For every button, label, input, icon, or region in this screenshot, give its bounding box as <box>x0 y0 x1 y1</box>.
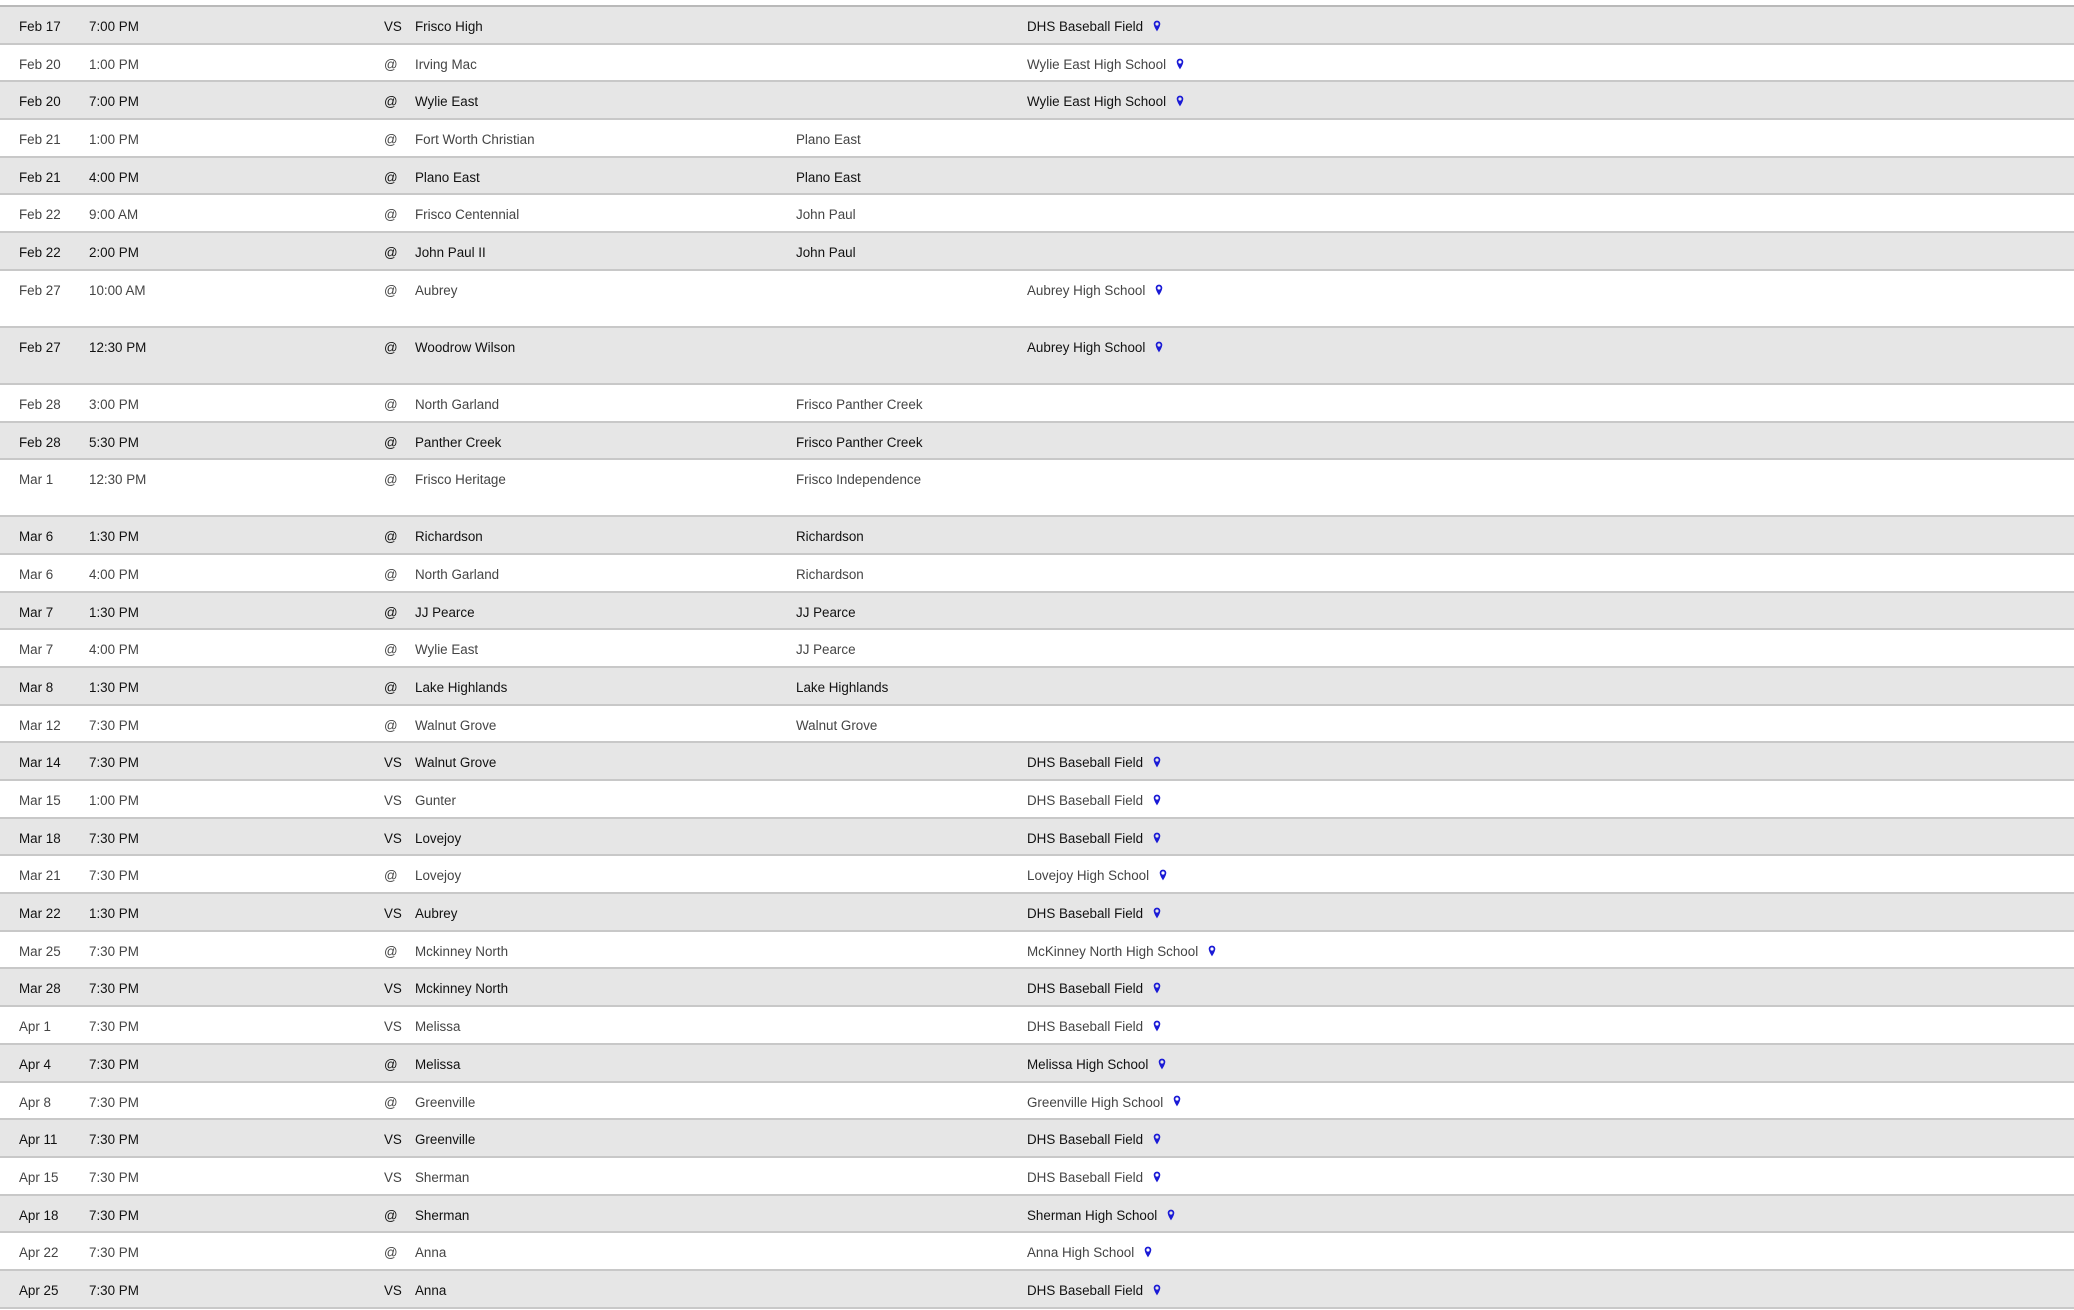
map-pin-icon[interactable] <box>1158 1058 1166 1070</box>
game-time: 7:30 PM <box>89 1245 139 1261</box>
location-text[interactable]: DHS Baseball Field <box>1027 19 1144 34</box>
table-row <box>0 555 2074 593</box>
home-away-indicator: VS <box>384 981 402 997</box>
table-row <box>0 233 2074 271</box>
table-row <box>0 385 2074 423</box>
location-text[interactable]: DHS Baseball Field <box>1027 981 1144 997</box>
opponent-name: Walnut Grove <box>415 717 497 733</box>
game-location[interactable] <box>1027 943 1216 961</box>
location-text[interactable]: DHS Baseball Field <box>1027 793 1144 808</box>
table-row <box>0 1045 2074 1083</box>
table-row <box>0 271 2074 328</box>
game-date: Apr 11 <box>19 1132 58 1148</box>
game-date: Apr 15 <box>19 1169 59 1185</box>
game-time: 7:30 PM <box>89 830 139 846</box>
opponent-name: Woodrow Wilson <box>415 339 516 355</box>
game-time: 7:30 PM <box>89 943 139 959</box>
game-time: 12:30 PM <box>89 472 147 488</box>
tournament-host: Plano East <box>796 132 861 148</box>
opponent-name: Aubrey <box>415 906 458 922</box>
opponent-name: Plano East <box>415 169 480 185</box>
game-date: Mar 21 <box>19 868 61 884</box>
map-pin-icon[interactable] <box>1208 945 1216 957</box>
table-row <box>0 1007 2074 1045</box>
opponent-name: Wylie East <box>415 642 479 658</box>
game-time: 7:30 PM <box>89 868 139 884</box>
home-away-indicator: @ <box>384 1245 398 1261</box>
game-date: Feb 20 <box>19 56 61 72</box>
location-text[interactable]: Melissa High School <box>1027 1056 1149 1072</box>
table-row <box>0 158 2074 196</box>
map-pin-icon[interactable] <box>1153 1284 1161 1296</box>
game-location[interactable] <box>1027 867 1167 885</box>
map-pin-icon[interactable] <box>1173 1095 1181 1107</box>
location-text[interactable]: DHS Baseball Field <box>1027 1019 1144 1035</box>
game-date: Mar 25 <box>19 943 61 959</box>
home-away-indicator: @ <box>384 604 398 620</box>
location-text[interactable]: Wylie East High School <box>1027 94 1167 110</box>
tournament-host: Richardson <box>796 566 864 582</box>
home-away-indicator: @ <box>384 1207 398 1223</box>
table-row <box>0 45 2074 83</box>
map-pin-icon[interactable] <box>1153 1133 1161 1145</box>
home-away-indicator: @ <box>384 282 398 298</box>
tournament-host: JJ Pearce <box>796 604 856 620</box>
location-text[interactable]: Lovejoy High School <box>1027 868 1150 884</box>
home-away-indicator: @ <box>384 207 398 223</box>
game-time: 10:00 AM <box>89 282 146 298</box>
location-text[interactable]: Aubrey High School <box>1027 339 1146 355</box>
game-location[interactable] <box>1027 905 1161 923</box>
location-text[interactable]: DHS Baseball Field <box>1027 755 1144 771</box>
home-away-indicator: VS <box>384 1282 402 1298</box>
game-time: 7:00 PM <box>89 19 139 34</box>
table-row <box>0 423 2074 461</box>
home-away-indicator: @ <box>384 566 398 582</box>
home-away-indicator: @ <box>384 943 398 959</box>
location-text[interactable]: Wylie East High School <box>1027 56 1167 72</box>
game-time: 7:30 PM <box>89 981 139 997</box>
game-time: 7:30 PM <box>89 1094 139 1110</box>
game-time: 7:30 PM <box>89 1169 139 1185</box>
table-row <box>0 630 2074 668</box>
schedule-table <box>0 5 2074 1309</box>
opponent-name: Mckinney North <box>415 943 509 959</box>
game-date: Mar 7 <box>19 604 54 620</box>
game-date: Feb 17 <box>19 19 61 34</box>
game-time: 1:30 PM <box>89 679 139 695</box>
map-pin-icon[interactable] <box>1153 832 1161 844</box>
game-time: 5:30 PM <box>89 434 139 450</box>
location-text[interactable]: McKinney North High School <box>1027 943 1199 959</box>
home-away-indicator: VS <box>384 830 402 846</box>
table-row <box>0 195 2074 233</box>
opponent-name: Mckinney North <box>415 981 509 997</box>
opponent-name: Frisco High <box>415 19 483 34</box>
opponent-name: Melissa <box>415 1019 461 1035</box>
table-row <box>0 781 2074 819</box>
game-date: Mar 7 <box>19 642 54 658</box>
opponent-name: Anna <box>415 1282 447 1298</box>
game-time: 1:30 PM <box>89 906 139 922</box>
game-location[interactable] <box>1027 980 1161 998</box>
game-time: 7:30 PM <box>89 1132 139 1148</box>
tournament-host: Frisco Panther Creek <box>796 396 923 412</box>
home-away-indicator: @ <box>384 94 398 110</box>
map-pin-icon[interactable] <box>1153 20 1161 32</box>
location-text[interactable]: DHS Baseball Field <box>1027 1282 1144 1298</box>
table-row <box>0 894 2074 932</box>
location-text[interactable]: Anna High School <box>1027 1245 1135 1261</box>
map-pin-icon[interactable] <box>1155 284 1163 296</box>
game-location[interactable] <box>1027 830 1161 848</box>
opponent-name: Frisco Centennial <box>415 207 520 223</box>
game-date: Apr 18 <box>19 1207 59 1223</box>
home-away-indicator: @ <box>384 679 398 695</box>
map-pin-icon[interactable] <box>1153 1020 1161 1032</box>
opponent-name: Lovejoy <box>415 868 462 884</box>
opponent-name: Sherman <box>415 1169 470 1185</box>
game-location[interactable] <box>1027 792 1161 810</box>
table-row <box>0 517 2074 555</box>
opponent-name: Anna <box>415 1245 447 1261</box>
game-date: Feb 27 <box>19 282 61 298</box>
opponent-name: Aubrey <box>415 282 458 298</box>
game-location[interactable] <box>1027 1207 1175 1225</box>
game-time: 4:00 PM <box>89 566 139 582</box>
table-row <box>0 743 2074 781</box>
location-text[interactable]: DHS Baseball Field <box>1027 906 1144 922</box>
tournament-host: Lake Highlands <box>796 679 889 695</box>
game-location[interactable] <box>1027 339 1163 357</box>
opponent-name: Panther Creek <box>415 434 502 450</box>
home-away-indicator: @ <box>384 245 398 261</box>
game-time: 7:30 PM <box>89 1207 139 1223</box>
opponent-name: North Garland <box>415 566 500 582</box>
game-time: 2:00 PM <box>89 245 139 261</box>
home-away-indicator: @ <box>384 717 398 733</box>
map-pin-icon[interactable] <box>1153 794 1161 806</box>
location-text[interactable]: Sherman High School <box>1027 1207 1158 1223</box>
opponent-name: Frisco Heritage <box>415 472 506 488</box>
map-pin-icon[interactable] <box>1153 982 1161 994</box>
tournament-host: John Paul <box>796 207 856 223</box>
table-row <box>0 328 2074 385</box>
game-time: 1:00 PM <box>89 56 139 72</box>
home-away-indicator: @ <box>384 396 398 412</box>
game-time: 9:00 AM <box>89 207 139 223</box>
game-date: Mar 14 <box>19 755 61 771</box>
game-time: 1:30 PM <box>89 529 139 545</box>
location-text[interactable]: DHS Baseball Field <box>1027 1132 1144 1148</box>
opponent-name: Irving Mac <box>415 56 477 72</box>
game-time: 7:00 PM <box>89 94 139 110</box>
game-time: 1:00 PM <box>89 793 139 808</box>
home-away-indicator: @ <box>384 472 398 488</box>
location-text[interactable]: DHS Baseball Field <box>1027 830 1144 846</box>
game-date: Feb 20 <box>19 94 61 110</box>
home-away-indicator: VS <box>384 755 402 771</box>
map-pin-icon[interactable] <box>1176 58 1184 70</box>
game-time: 1:00 PM <box>89 132 139 148</box>
table-row <box>0 969 2074 1007</box>
game-date: Mar 6 <box>19 529 54 545</box>
game-date: Apr 4 <box>19 1056 52 1072</box>
tournament-host: John Paul <box>796 245 856 261</box>
table-row <box>0 1083 2074 1121</box>
table-row <box>0 706 2074 744</box>
home-away-indicator: VS <box>384 19 402 34</box>
opponent-name: Greenville <box>415 1132 476 1148</box>
table-row <box>0 120 2074 158</box>
table-row <box>0 819 2074 857</box>
game-time: 7:30 PM <box>89 1282 139 1298</box>
home-away-indicator: @ <box>384 1094 398 1110</box>
game-location[interactable] <box>1027 1282 1161 1300</box>
table-row <box>0 460 2074 517</box>
game-date: Feb 22 <box>19 207 61 223</box>
home-away-indicator: @ <box>384 169 398 185</box>
game-location[interactable] <box>1027 282 1163 300</box>
game-location[interactable] <box>1027 1094 1181 1112</box>
game-time: 7:30 PM <box>89 717 139 733</box>
location-text[interactable]: Aubrey High School <box>1027 282 1146 298</box>
game-date: Mar 1 <box>19 472 54 488</box>
game-date: Mar 6 <box>19 566 54 582</box>
opponent-name: Lake Highlands <box>415 679 508 695</box>
game-date: Mar 12 <box>19 717 61 733</box>
home-away-indicator: @ <box>384 339 398 355</box>
map-pin-icon[interactable] <box>1153 907 1161 919</box>
tournament-host: Walnut Grove <box>796 717 878 733</box>
home-away-indicator: VS <box>384 793 402 808</box>
game-date: Apr 8 <box>19 1094 52 1110</box>
game-time: 4:00 PM <box>89 169 139 185</box>
game-location[interactable] <box>1027 1018 1161 1036</box>
opponent-name: Greenville <box>415 1094 476 1110</box>
game-date: Mar 8 <box>19 679 54 695</box>
game-time: 1:30 PM <box>89 604 139 620</box>
game-date: Feb 28 <box>19 434 61 450</box>
tournament-host: Plano East <box>796 169 861 185</box>
table-row <box>0 82 2074 120</box>
game-date: Mar 15 <box>19 793 61 808</box>
opponent-name: JJ Pearce <box>415 604 475 620</box>
game-time: 12:30 PM <box>89 339 147 355</box>
home-away-indicator: @ <box>384 56 398 72</box>
home-away-indicator: @ <box>384 529 398 545</box>
table-row <box>0 932 2074 970</box>
tournament-host: JJ Pearce <box>796 642 856 658</box>
map-pin-icon[interactable] <box>1153 756 1161 768</box>
table-row <box>0 1233 2074 1271</box>
location-text[interactable]: Greenville High School <box>1027 1094 1164 1110</box>
home-away-indicator: @ <box>384 434 398 450</box>
opponent-name: Sherman <box>415 1207 470 1223</box>
game-date: Mar 18 <box>19 830 61 846</box>
opponent-name: Fort Worth Christian <box>415 132 535 148</box>
game-time: 4:00 PM <box>89 642 139 658</box>
home-away-indicator: @ <box>384 642 398 658</box>
game-location[interactable] <box>1027 1169 1161 1187</box>
table-row <box>0 1158 2074 1196</box>
home-away-indicator: VS <box>384 1169 402 1185</box>
game-location[interactable] <box>1027 1131 1161 1149</box>
game-date: Mar 28 <box>19 981 61 997</box>
game-time: 7:30 PM <box>89 1056 139 1072</box>
map-pin-icon[interactable] <box>1159 869 1167 881</box>
game-date: Apr 22 <box>19 1245 59 1261</box>
game-time: 3:00 PM <box>89 396 139 412</box>
home-away-indicator: @ <box>384 868 398 884</box>
game-time: 7:30 PM <box>89 1019 139 1035</box>
tournament-host: Richardson <box>796 529 864 545</box>
game-location[interactable] <box>1027 1056 1166 1074</box>
game-time: 7:30 PM <box>89 755 139 771</box>
table-row <box>0 856 2074 894</box>
location-text[interactable]: DHS Baseball Field <box>1027 1169 1144 1185</box>
tournament-host: Frisco Independence <box>796 472 922 488</box>
opponent-name: Wylie East <box>415 94 479 110</box>
map-pin-icon[interactable] <box>1153 1171 1161 1183</box>
map-pin-icon[interactable] <box>1144 1246 1152 1258</box>
game-location[interactable] <box>1027 18 1161 36</box>
opponent-name: Lovejoy <box>415 830 462 846</box>
game-location[interactable] <box>1027 93 1184 111</box>
home-away-indicator: VS <box>384 906 402 922</box>
table-row <box>0 7 2074 45</box>
game-date: Feb 21 <box>19 132 61 148</box>
table-row <box>0 593 2074 631</box>
home-away-indicator: VS <box>384 1132 402 1148</box>
game-date: Feb 27 <box>19 339 61 355</box>
tournament-host: Frisco Panther Creek <box>796 434 923 450</box>
home-away-indicator: @ <box>384 1056 398 1072</box>
game-date: Feb 21 <box>19 169 61 185</box>
opponent-name: Walnut Grove <box>415 755 497 771</box>
game-location[interactable] <box>1027 1244 1152 1262</box>
table-row <box>0 1196 2074 1234</box>
table-row <box>0 1120 2074 1158</box>
map-pin-icon[interactable] <box>1176 95 1184 107</box>
game-location[interactable] <box>1027 754 1161 772</box>
opponent-name: Melissa <box>415 1056 461 1072</box>
map-pin-icon[interactable] <box>1155 341 1163 353</box>
game-date: Apr 25 <box>19 1282 59 1298</box>
table-row <box>0 1271 2074 1309</box>
home-away-indicator: @ <box>384 132 398 148</box>
opponent-name: North Garland <box>415 396 500 412</box>
opponent-name: Richardson <box>415 529 483 545</box>
home-away-indicator: VS <box>384 1019 402 1035</box>
opponent-name: John Paul II <box>415 245 486 261</box>
game-date: Mar 22 <box>19 906 61 922</box>
game-date: Feb 28 <box>19 396 61 412</box>
game-date: Apr 1 <box>19 1019 52 1035</box>
map-pin-icon[interactable] <box>1167 1209 1175 1221</box>
table-row <box>0 668 2074 706</box>
opponent-name: Gunter <box>415 793 456 808</box>
game-date: Feb 22 <box>19 245 61 261</box>
game-location[interactable] <box>1027 56 1184 74</box>
